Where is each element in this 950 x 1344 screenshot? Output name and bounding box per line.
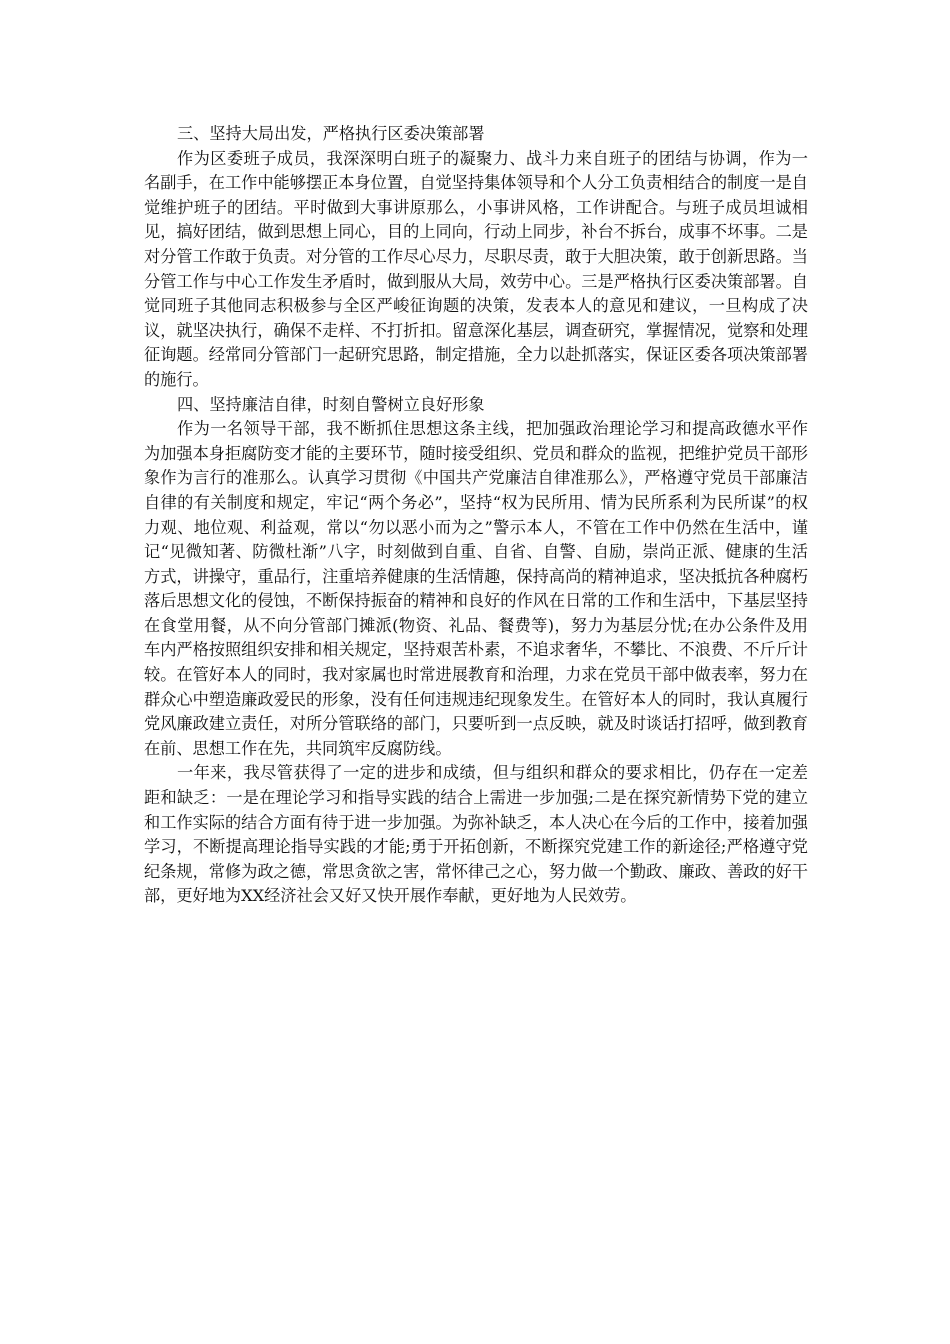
conclusion-paragraph: 一年来，我尽管获得了一定的进步和成绩，但与组织和群众的要求相比，仍存在一定差距和缺乏：一是在理论学习和指导实践的结合上需进一步加强;二是在探究新情势下党的建立和工作实际的结合方面有待于进一步加强。为弥补缺乏，本人决心在今后的工作中，接着加强学习，不断提高理论指导实践的才能;勇于开拓创新，不断探究党建工作的新途径;严格遵守党纪条规，常修为政之德，常思贪欲之害，常怀律己之心，努力做一个勤政、廉政、善政的好干部，更好地为XX经济社会又好又快开展作奉献，更好地为人民效劳。 [144,763,808,906]
section-heading-3: 三、坚持大局出发，严格执行区委决策部署 [177,124,485,143]
document-content [144,122,808,909]
section-body-4: 作为一名领导干部，我不断抓住思想这条主线，把加强政治理论学习和提高政德水平作为加强本身拒腐防变才能的主要环节，随时接受组织、党员和群众的监视，把维护党员干部形象作为言行的准那么。认真学习贯彻《中国共产党廉洁自律准那么》，严格遵守党员干部廉洁自律的有关制度和规定，牢记“两个务必”，坚持“权为民所用、情为民所系利为民所谋”的权力观、地位观、利益观，常以“勿以恶小而为之”警示本人，不管在工作中仍然在生活中，谨记“见微知著、防微杜渐”八字，时刻做到自重、自省、自警、自励，崇尚正派、健康的生活方式，讲操守，重品行，注重培养健康的生活情趣，保持高尚的精神追求，坚决抵抗各种腐朽落后思想文化的侵蚀，不断保持振奋的精神和良好的作风在日常的工作和生活中，下基层坚持在食堂用餐，从不向分管部门摊派(物资、礼品、餐费等)，努力为基层分忧;在办公条件及用车内严格按照组织安排和相关规定，坚持艰苦朴素，不追求奢华，不攀比、不浪费、不斤斤计较。在管好本人的同时，我对家属也时常进展教育和治理，力求在党员干部中做表率，努力在群众心中塑造廉政爱民的形象，没有任何违规违纪现象发生。在管好本人的同时，我认真履行党风廉政建立责任，对所分管联络的部门，只要听到一点反映，就及时谈话打招呼，做到教育在前、思想工作在先，共同筑牢反腐防线。 [144,419,808,758]
section-heading-4: 四、坚持廉洁自律，时刻自警树立良好形象 [177,394,485,414]
section-body-3: 作为区委班子成员，我深深明白班子的凝聚力、战斗力来自班子的团结与协调，作为一名副手，在工作中能够摆正本身位置，自觉坚持集体领导和个人分工负责相结合的制度一是自觉维护班子的团结。平时做到大事讲原那么，小事讲风格，工作讲配合。与班子成员坦诚相见，搞好团结，做到思想上同心，目的上同向，行动上同步，补台不拆台，成事不坏事。二是对分管工作敢于负责。对分管的工作尽心尽力，尽职尽责，敢于大胆决策，敢于创新思路。当分管工作与中心工作发生矛盾时，做到服从大局，效劳中心。三是严格执行区委决策部署。自觉同班子其他同志积极参与全区严峻征询题的决策，发表本人的意见和建议，一旦构成了决议，就坚决执行，确保不走样、不打折扣。留意深化基层，调查研究，掌握情况，觉察和处理征询题。经常同分管部门一起研究思路，制定措施，全力以赴抓落实，保证区委各项决策部署的施行。 [144,148,808,389]
